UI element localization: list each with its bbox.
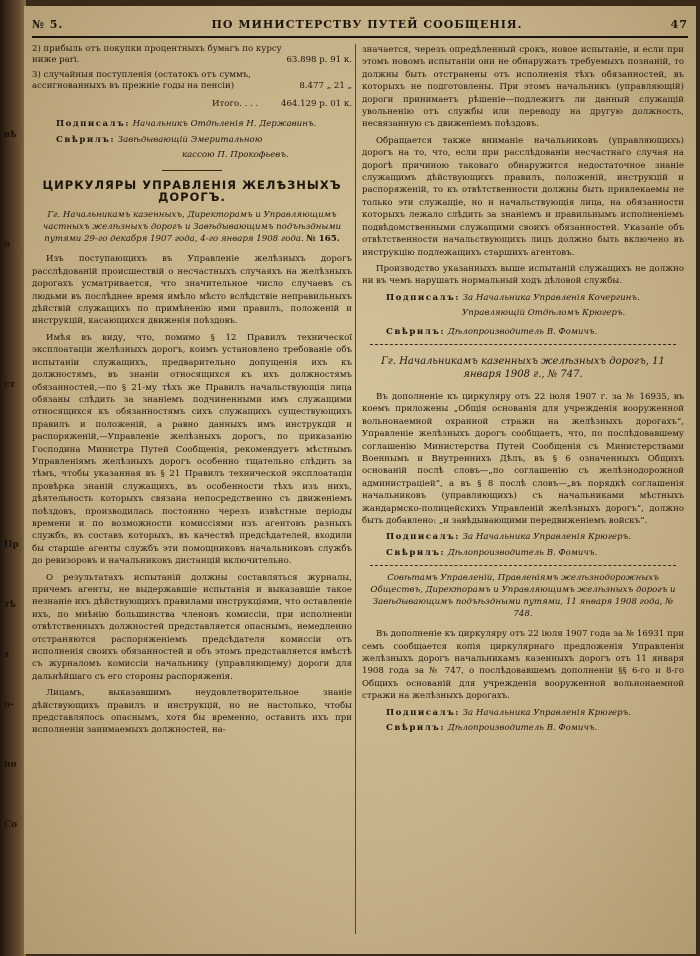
section-title: ЦИРКУЛЯРЫ УПРАВЛЕНІЯ ЖЕЛѢЗНЫХЪ ДОРОГЪ. xyxy=(42,177,342,205)
row-text: 2) прибыль отъ покупки процентныхъ бумагъ по курсу ниже pari. xyxy=(32,44,282,65)
column-divider xyxy=(355,44,356,934)
table-row xyxy=(32,44,352,66)
signature-line xyxy=(56,118,352,130)
edge-fragment: тѣ xyxy=(4,600,16,610)
row-text: 3) случайныя поступленія (остатокъ отъ суммъ, ассигнованныхъ въ прежніе годы на пенсіи) xyxy=(32,70,251,91)
paragraph: Въ дополненіе къ циркуляру отъ 22 іюля 1907 года за № 16931 при семъ сообщается копія циркулярнаго предложенія Управленія желѣзныхъ дорогъ начальникамъ казенныхъ дорогъ отъ 11 января 1908 года за № 747, о послѣдовавшемъ дополненіи §§ 6-го и 8-го Общихъ основаній для учрежденія вооруженной вольнонаемной стражи на желѣзныхъ дорогахъ. xyxy=(362,629,684,702)
paragraph: Обращается также вниманіе начальниковъ (управляющихъ) дорогъ на то, что, если при расслѣдованіи несчастнаго случая на дорогѣ причиною таковаго обнаружится недостаточное знаніе служащимъ дѣйствующихъ правилъ, положеній, инструкцій и распоряженій, то къ отвѣтственности должны быть привлекаемы не только эти служащіе, но и начальствующія лица, на обязанности которыхъ лежало слѣдить за знаніемъ и правильнымъ исполненіемъ подвѣдомственными служащими своихъ обязанностей. Указаніе объ отвѣтственности начальствующихъ лицъ должно быть включено въ инструкцію подлежащихъ старшихъ агентовъ. xyxy=(362,135,684,258)
signature-continuation: кассою П. Прокофьевъ. xyxy=(182,150,289,161)
edge-fragment: ст xyxy=(4,380,16,390)
signature-label: Подписалъ: xyxy=(56,119,130,130)
circular-address xyxy=(38,209,346,245)
book-spine xyxy=(0,0,26,956)
paragraph: О результатахъ испытаній должны составляться журналы, причемъ агенты, не выдержавшіе испытанія и выказавшіе такое незнаніе ихъ дѣйствующихъ правилами инструкціями, что оставленіе ихъ, по мнѣнію большинства членовъ комиссіи, при исполненіи отвѣтственныхъ должностей представляется опаснымъ, немедленно отстраняются распоряженіемъ предсѣдателя комиссіи отъ исполненія своихъ обязанностей и объ этомъ представляется вмѣстѣ съ журналомъ комиссіи начальнику (управляющему) дороги для дальнѣйшаго съ его стороны распоряженія. xyxy=(32,572,352,682)
signature-label: Свѣрилъ: xyxy=(386,326,446,337)
page-header xyxy=(32,18,688,38)
signature-name: Дѣлопроизводитель В. Фомичъ. xyxy=(447,326,598,337)
edge-fragment: по xyxy=(4,760,17,770)
paragraph: Изъ поступающихъ въ Управленіе желѣзныхъ дорогъ расслѣдованій происшествій о несчастныхъ случаяхъ на желѣзныхъ дорогахъ усматривается, что значительное число случаевъ съ людьми въ послѣднее время имѣло мѣсто вслѣдствіе неправильныхъ дѣйствій служащихъ по примѣненію ими правилъ, положеній и инструкцій, касающихся движенія поѣздовъ. xyxy=(32,254,352,327)
row-amount: 8.477 „ 21 „ xyxy=(299,81,352,91)
paragraph: значается, черезъ опредѣленный срокъ, новое испытаніе, и если при этомъ новомъ испытаніи они не обнаружатъ требуемыхъ познаній, то должны быть отстранены отъ исполненія тѣхъ обязанностей, въ которыхъ не подготовлены. При этомъ начальникъ (управляющій) дороги принимаетъ рѣшеніе—подлежитъ ли данный служащій увольненію отъ службы или переводу на другую должность, несвязанную съ движеніемъ поѣздовъ. xyxy=(362,45,684,130)
signature-label: Подписалъ: xyxy=(386,532,460,543)
edge-fragment: о xyxy=(4,240,11,250)
running-title: ПО МИНИСТЕРСТВУ ПУТЕЙ СООБЩЕНІЯ. xyxy=(211,18,523,31)
signature-name: Завѣдывающій Эмеритальною xyxy=(117,134,263,145)
edge-fragment: вѣ xyxy=(4,130,17,140)
signature-name: Дѣлопроизводитель В. Фомичъ. xyxy=(447,723,598,734)
section-rule xyxy=(162,170,222,171)
address-text: Гг. Начальникамъ казенныхъ, Директорамъ и Управляющимъ частныхъ желѣзныхъ дорогъ и Завѣдывающимъ подъѣздными путями 29-го декабря 1907 года, 4-го января 1908 года. xyxy=(42,210,342,245)
signature-line xyxy=(56,134,352,146)
signature-continuation: Управляющій Отдѣломъ Крюгеръ. xyxy=(462,308,626,319)
signature-label: Подписалъ: xyxy=(386,292,460,303)
page-number: 47 xyxy=(670,18,688,31)
signature-name: За Начальника Управленія Крюгеръ. xyxy=(462,532,632,543)
signature-name: Дѣлопроизводитель В. Фомичъ. xyxy=(447,547,598,558)
table-row xyxy=(32,66,352,92)
signature-label: Свѣрилъ: xyxy=(386,547,446,558)
circular-address: Гг. Начальникамъ казенныхъ желѣзныхъ дорогъ, 11 января 1908 г., № 747. xyxy=(381,355,665,380)
paragraph: Въ дополненіе къ циркуляру отъ 22 іюля 1907 г. за № 16935, въ коемъ приложены „Общія основанія для учрежденія вооруженной вольнонаемной охранной стражи на желѣзныхъ дорогахъ“, Управленіе желѣзныхъ дорогъ сообщаетъ, что, по послѣдовавшему соглашенію Министерства Путей Сообщенія съ Министерствами Военнымъ и Внутреннихъ Дѣлъ, въ § 6 означенныхъ Общихъ основаній послѣ словъ—„по соглашенію съ желѣзнодорожной администраціей“, а въ § 8 послѣ словъ—„въ порядкѣ соглашенія начальниковъ (управляющихъ) съ начальниками мѣстныхъ жандармско-полицейскихъ Управленій желѣзныхъ дорогъ“, должно быть добавлено: „и завѣдывающими передвиженіемъ войскъ“. xyxy=(362,391,684,526)
paragraph: Лицамъ, выказавшимъ неудовлетворительное знаніе дѣйствующихъ правилъ и инструкцій, но не настолько, чтобы представлялось опаснымъ, хотя бы временно, оставить ихъ при исполненіи занимаемыхъ должностей, на- xyxy=(32,688,352,736)
total-line xyxy=(32,98,352,110)
signature-line xyxy=(386,547,684,559)
signature-name: Начальникъ Отдѣленія Н. Державинъ. xyxy=(132,119,317,130)
circular-number: № 165. xyxy=(306,234,340,245)
paragraph: Производство указанныхъ выше испытаній служащихъ не должно ни въ чемъ нарушать нормальный ходъ дѣловой службы. xyxy=(362,263,684,287)
edge-fragment: Со xyxy=(4,820,18,830)
issue-number: № 5. xyxy=(32,18,64,31)
accounts-table xyxy=(32,44,352,92)
edge-fragment: о- xyxy=(4,700,14,710)
right-column xyxy=(362,44,684,737)
circular-address: Совѣтамъ Управленій, Правленіямъ желѣзнодорожныхъ Обществъ, Директорамъ и Управляющимъ желѣзныхъ дорогъ и Завѣдывающимъ подъѣздными путями, 11 января 1908 года, № 748. xyxy=(370,573,676,620)
signature-label: Подписалъ: xyxy=(386,707,460,718)
paragraph: Имѣя въ виду, что, помимо § 12 Правилъ техническої эксплоатаціи желѣзныхъ дорогъ, коимъ установлено требованіе объ испытаніи служащихъ, предварительно допущенія ихъ къ должностямъ, въ знаніи относящихся къ ихъ должностямъ обязанностей,—по § 21-му тѣхъ же Правилъ начальствующія лица обязаны слѣдить за знаніемъ подчиненными имъ служащими относящихся къ обязанностямъ сихъ служащихъ существующихъ правилъ и положеній, а равно данныхъ имъ инструкцій и распоряженій,—Управленіе желѣзныхъ дорогъ, по приказанію Господина Министра Путей Сообщенія, рекомендуетъ мѣстнымъ Управленіямъ желѣзныхъ дорогъ особенно тщательно слѣдить за тѣмъ, чтобы указанная въ § 21 Правилъ технической эксплоатаціи провѣрка знаній служащихъ, въ особенности тѣхъ изъ нихъ, дѣятельность которыхъ связана непосредственно съ движеніемъ поѣздовъ, производилась постоянно черезъ извѣстные періоды времени и по возможности комиссіями изъ агентовъ разныхъ службъ, въ составъ которыхъ, въ качествѣ предсѣдателей, входили бы старшіе агенты службъ эти помощниковъ начальниковъ службъ до ревизоровъ и начальниковъ дистанцій включительно. xyxy=(32,332,352,567)
row-amount: 63.898 р. 91 к. xyxy=(286,55,352,65)
edge-fragment: Пр xyxy=(4,540,19,550)
signature-name: За Начальника Управленія Крюгеръ. xyxy=(462,707,632,718)
left-column xyxy=(32,44,352,741)
signature-label: Свѣрилъ: xyxy=(386,723,446,734)
signature-line xyxy=(386,326,684,338)
edge-fragment: т xyxy=(4,650,10,660)
signature-line xyxy=(386,722,684,734)
total-amount: 464.129 р. 01 к. xyxy=(280,99,352,109)
separator xyxy=(370,344,676,345)
page xyxy=(24,6,696,954)
total-label: Итого. . . . xyxy=(212,99,259,109)
signature-line xyxy=(386,531,684,543)
separator xyxy=(370,565,676,566)
signature-label: Свѣрилъ: xyxy=(56,134,116,145)
signature-line xyxy=(386,292,684,304)
signature-name: За Начальника Управленія Кочергинъ. xyxy=(462,292,640,303)
signature-line xyxy=(386,707,684,719)
